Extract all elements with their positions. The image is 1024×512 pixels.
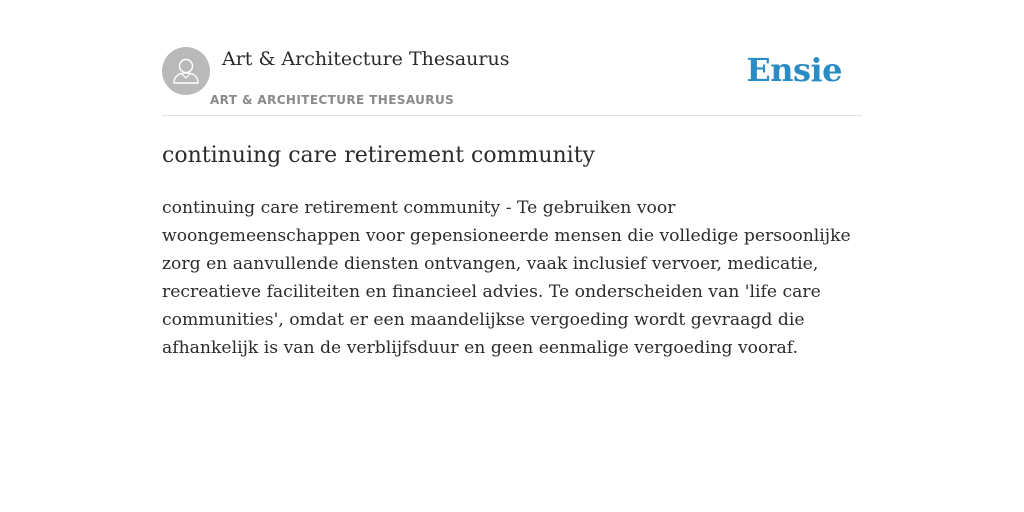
page-container	[162, 0, 862, 362]
author-name-link[interactable]: Art & Architecture Thesaurus	[222, 48, 510, 70]
entry-header	[162, 47, 862, 116]
author-avatar[interactable]	[162, 47, 210, 95]
ensie-logo[interactable]: Ensie	[746, 51, 842, 89]
entry-definition: continuing care retirement community - Te gebruiken voor woongemeenschappen voor gepensioneerde mensen die volledige persoonlijke zorg en aanvullende diensten ontvangen, vaak inclusief vervoer, medicatie, recreatieve faciliteiten en financieel advies. Te onderscheiden van 'life care communities', omdat er een maandelijkse vergoeding wordt gevraagd die afhankelijk is van de verblijfsduur en geen eenmalige vergoeding vooraf.	[162, 198, 851, 358]
entry-title: continuing care retirement community	[162, 143, 595, 168]
source-label: ART & ARCHITECTURE THESAURUS	[210, 93, 455, 107]
user-avatar-icon	[162, 47, 210, 95]
